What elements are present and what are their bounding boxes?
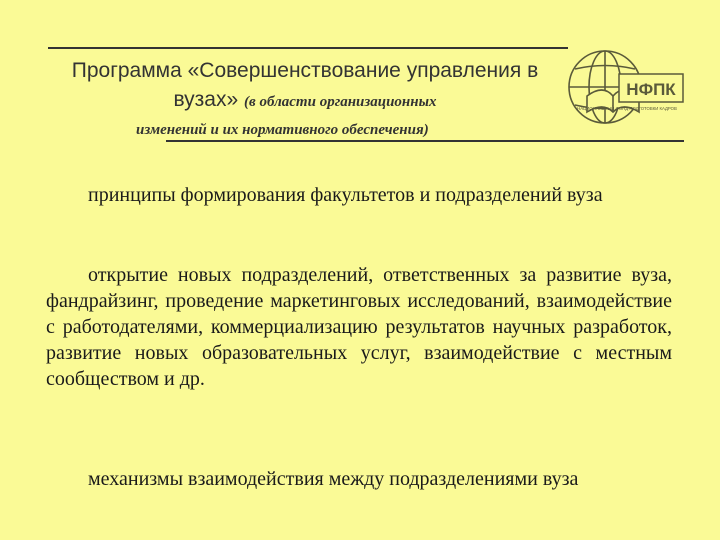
logo-abbr: НФПК (626, 80, 676, 99)
title-note-part2: изменений и их нормативного обеспечения) (136, 122, 429, 138)
title-rule-top (48, 47, 568, 49)
title-note-part1: (в области организационных (244, 94, 437, 110)
paragraph-faculty-principles: принципы формирования факультетов и подразделений вуза (88, 184, 603, 206)
paragraph-interaction-mechanisms: механизмы взаимодействия между подразделениями вуза (88, 468, 579, 490)
logo-caption: НАЦИОНАЛЬНЫЙ ФОНД ПОДГОТОВКИ КАДРОВ (577, 106, 677, 111)
title-rule-bottom (166, 140, 684, 142)
nfpk-logo (565, 42, 689, 132)
paragraph-new-units: открытие новых подразделений, ответственных за развитие вуза, фандрайзинг, проведение маркетинговых исследований, взаимодействие с работодателями, коммерциализацию результатов научных разработок, развитие новых образовательных услуг, взаимодействие с местным сообществом и др. (46, 264, 672, 390)
slide-title (40, 56, 570, 117)
title-main: Программа «Совершенствование управления в вузах» (71, 59, 539, 111)
